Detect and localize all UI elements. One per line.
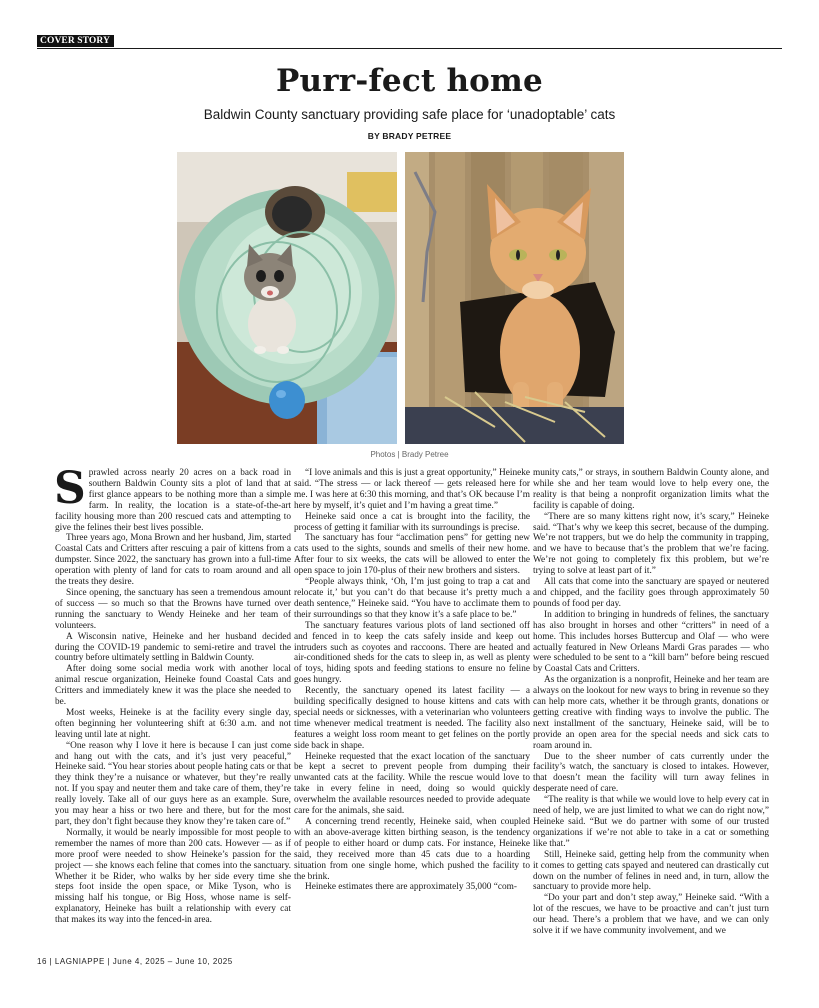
page-folio: 16 | LAGNIAPPE | June 4, 2025 – June 10, 2025 bbox=[37, 957, 233, 966]
orange-cat-photo bbox=[405, 152, 624, 444]
paragraph: Most weeks, Heineke is at the facility every single day, often beginning her volunteering shift at 6:30 a.m. and not leaving until late at night. bbox=[55, 707, 291, 740]
paragraph: “People always think, ‘Oh, I’m just going to trap a cat and relocate it,’ but you can’t do that because it’s pretty much a death sentence,” Heineke said. “You have to acclimate them to their surroundings so that they know it’s a safe place to be.” bbox=[294, 577, 530, 620]
section-label: COVER STORY bbox=[37, 35, 114, 47]
paragraph: A Wisconsin native, Heineke and her husband decided during the COVID-19 pandemic to semi-retire and travel the country before ultimately settling in Baldwin County. bbox=[55, 631, 291, 664]
paragraph: Since opening, the sanctuary has seen a tremendous amount of success — so much so that the Browns have turned over running the sanctuary to Wendy Heineke and her team of volunteers. bbox=[55, 587, 291, 631]
paragraph: munity cats,” or strays, in southern Baldwin County alone, and while she and her team would love to help every one, the reality is that being a nonprofit organization limits what the facility is capable of doing. bbox=[533, 468, 769, 511]
paragraph: “One reason why I love it here is because I can just come and hang out with the cats, and it’s just very peaceful,” Heineke said. “You hear stories about people hating cats or that they think they’re a nuisance or whatever, but they’re really not. If you spay and neuter them and take care of them, they’re really lovely. Take all of our guys here as an example. Sure, you may hear a hiss or two here and there, but for the most part, they don’t fight because they know they’re taken care of.” bbox=[55, 740, 291, 827]
byline: BY BRADY PETREE bbox=[367, 131, 452, 141]
paragraph: After doing some social media work with another local animal rescue organization, Heineke found Coastal Cats and Critters and immediately knew it was the place she needed to be. bbox=[55, 664, 291, 708]
paragraph: Sprawled across nearly 20 acres on a back road in southern Baldwin County sits a plot of land that at first glance appears to be nothing more than a simple farm. In reality, the location is a state-of-the-art facility housing more than 200 rescued cats and attempting to give the felines their best lives possible. bbox=[54, 463, 291, 533]
kitten-tunnel-photo bbox=[177, 152, 397, 444]
drop-cap: S bbox=[54, 463, 86, 514]
paragraph: Normally, it would be nearly impossible for most people to remember the names of more than 200 cats. However — as if more proof were needed to show Heineke’s passion for the project — she knows each feline that comes into the sanctuary. Whether it be Rider, who walks by her side every time she steps foot inside the open space, or Mike Tyson, who is missing half his tongue, or Big Hoss, whose name is self-explanatory, Heineke has built a relationship with every cat that makes its way into the fenced-in area. bbox=[55, 827, 291, 926]
paragraph: The sanctuary features various plots of land sectioned off and fenced in to keep the cats safely inside and keep out intruders such as coyotes and raccoons. There are heated and air-conditioned sheds for the cats to sleep in, as well as plenty of toys, hiding spots and feeding stations to ensure no feline goes hungry. bbox=[294, 620, 530, 686]
paragraph: Heineke said once a cat is brought into the facility, the process of getting it familiar with its surroundings is precise. bbox=[294, 511, 530, 533]
deck: Baldwin County sanctuary providing safe place for ‘unadoptable’ cats bbox=[203, 107, 616, 122]
paragraph: Heineke estimates there are approximately 35,000 “com- bbox=[305, 882, 517, 893]
paragraph: Three years ago, Mona Brown and her husband, Jim, started Coastal Cats and Critters after rescuing a pair of kittens from a dumpster. Since 2022, the sanctuary has grown into a full-time operation with plenty of land for cats to roam around and all the treats they desire. bbox=[55, 533, 291, 588]
article-column-2 bbox=[294, 468, 530, 893]
paragraph: All cats that come into the sanctuary are spayed or neutered and chipped, and the facility goes through approximately 50 pounds of food per day. bbox=[533, 577, 769, 609]
paragraph: Still, Heineke said, getting help from the community when it comes to getting cats spayed and neutered can drastically cut down on the number of felines in need and, in turn, allow the sanctuary to provide more help. bbox=[533, 849, 769, 893]
paragraph: Recently, the sanctuary opened its latest facility — a building specifically designed to house kittens and cats with special needs or sicknesses, with a veterinarian who volunteers time whenever medical treatment is needed. The facility also features a weight loss room meant to get felines on the portly side back in shape. bbox=[294, 686, 530, 751]
paragraph: In addition to bringing in hundreds of felines, the sanctuary has also brought in horses and other “critters” in need of a home. This includes horses Buttercup and Olaf — who were actually featured in New Orleans Mardi Gras parades — who were scheduled to be sent to a “kill barn” before being rescued by Coastal Cats and Critters. bbox=[533, 609, 769, 675]
section-rule bbox=[37, 36, 782, 49]
paragraph: As the organization is a nonprofit, Heineke and her team are always on the lookout for new ways to bring in revenue so they can help more cats, whether it be through grants, donations or getting creative with finding ways to involve the public. The next installment of the sanctuary, Heineke said, will be to provide an open area for the special needs and sick cats to roam around in. bbox=[533, 675, 769, 751]
article-column-1 bbox=[54, 463, 291, 926]
paragraph: “There are so many kittens right now, it’s scary,” Heineke said. “That’s why we keep this secret, because of the dumping. We’re not trappers, but we do help the community in trapping, and we have to because that’s the problem that we’re facing. We’re not going to completely fix this problem, but we’re trying to solve at least part of it.” bbox=[533, 511, 769, 577]
paragraph: Heineke requested that the exact location of the sanctuary be kept a secret to prevent people from dumping their unwanted cats at the facility. While the rescue would love to take in every feline in need, doing so would quickly overwhelm the available resources needed to provide adequate care for the animals, she said. bbox=[294, 751, 530, 817]
paragraph: A concerning trend recently, Heineke said, when coupled with an above-average kitten birthing season, is the tendency of people to either hoard or dump cats. For instance, Heineke said, they received more than 45 cats due to a hoarding situation from one single home, which pushed the facility to the brink. bbox=[294, 817, 530, 882]
article-column-3 bbox=[533, 468, 769, 937]
paragraph: Due to the sheer number of cats currently under the facility’s watch, the sanctuary is closed to intakes. However, that doesn’t mean the facility will turn away felines in desperate need of care. bbox=[533, 751, 769, 795]
paragraph: “Do your part and don’t step away,” Heineke said. “With a lot of the rescues, we have to be proactive and can’t just turn our head. There’s a problem that we have, and we can only solve it if we have community involvement, and we bbox=[533, 893, 769, 937]
headline: Purr-fect home bbox=[276, 63, 543, 99]
paragraph: “I love animals and this is just a great opportunity,” Heineke said. “The stress — or lack thereof — gets released here for me. I was here at 6:30 this morning, and that’s OK because I’m here by myself, it’s quiet and I’m having a great time.” bbox=[294, 468, 530, 511]
paragraph: “The reality is that while we would love to help every cat in need of help, we are just limited to what we can do right now,” Heineke said. “But we do partner with some of our trusted organizations if we’re not able to take in a cat or something like that.” bbox=[533, 795, 769, 849]
paragraph: The sanctuary has four “acclimation pens” for getting new cats used to the sights, sounds and smells of their new home. After four to six weeks, the cats will be allowed to enter the open space to join 170-plus of their new brothers and sisters. bbox=[294, 533, 530, 577]
photo-credit: Photos | Brady Petree bbox=[370, 450, 449, 459]
